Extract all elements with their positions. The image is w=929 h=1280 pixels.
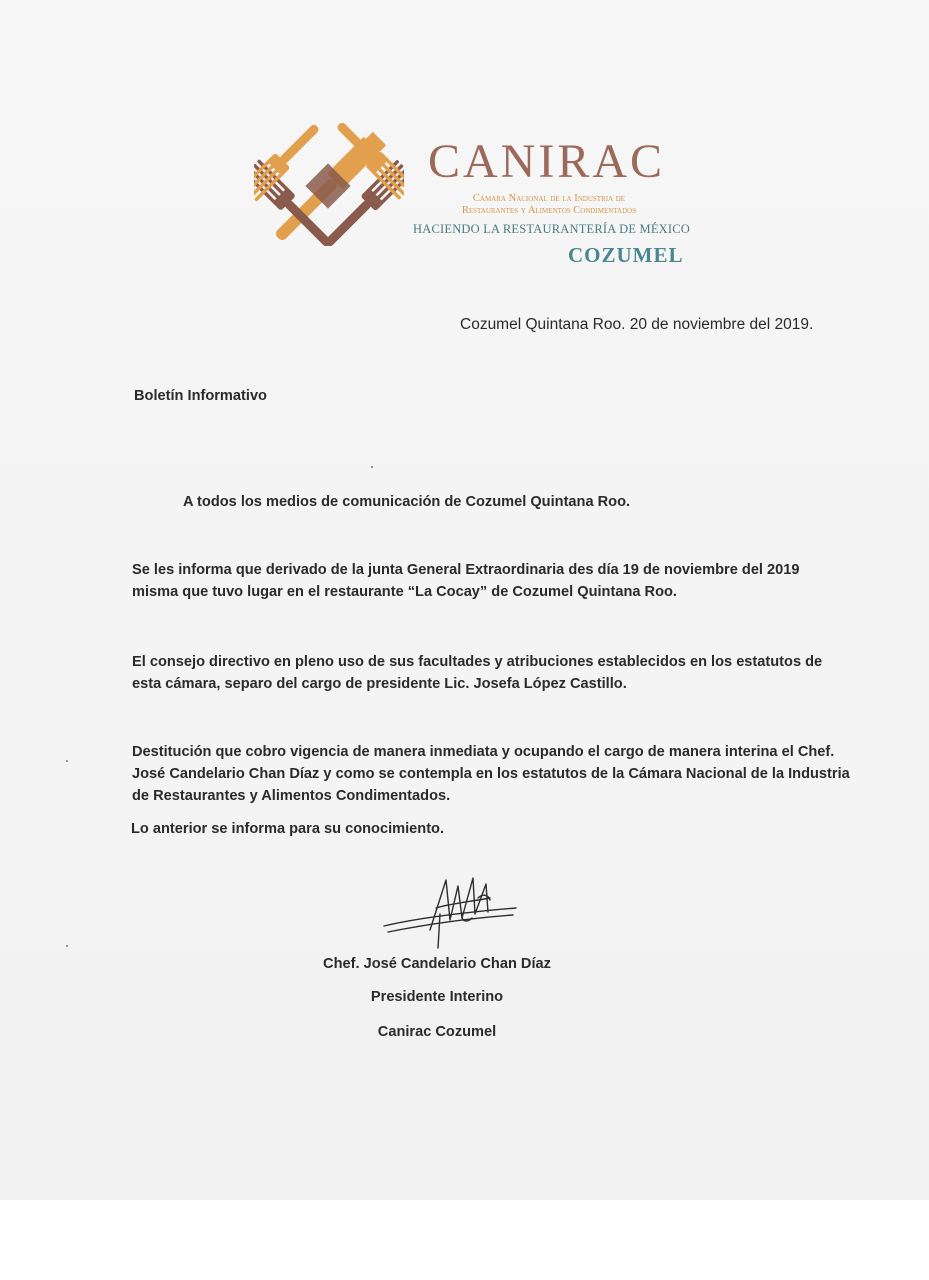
signatory-title: Presidente Interino xyxy=(370,989,504,1005)
handwritten-signature xyxy=(378,868,523,958)
paragraph-2: El consejo directivo en pleno uso de sus facultades y atribuciones establecidos en los estatutos de esta cámara, separo del cargo de presidente Lic. Josefa López Castillo. xyxy=(132,654,823,692)
signatory-name: Chef. José Candelario Chan Díaz xyxy=(323,956,551,972)
brand-subtitle-line-2: Restaurantes y Alimentos Condimentados xyxy=(461,205,637,216)
brand-tagline: HACIENDO LA RESTAURANTERÍA DE MÉXICO xyxy=(413,222,691,236)
page-margin xyxy=(0,1200,929,1280)
crossed-forks-icon xyxy=(254,120,404,255)
dateline: Cozumel Quintana Roo. 20 de noviembre del 2019. xyxy=(460,316,814,333)
paper-speck xyxy=(66,760,68,762)
signatory-organization: Canirac Cozumel xyxy=(377,1024,497,1040)
paper-speck xyxy=(66,945,68,947)
paper-speck xyxy=(371,466,373,468)
paragraph-3: Destitución que cobro vigencia de manera inmediata y ocupando el cargo de manera interina el Chef. José Candelario Chan Díaz y como se contempla en los estatutos de la Cámara Nacional de la Industria de Restaurantes y Alimentos Condimentados. xyxy=(132,744,850,804)
closing-line: Lo anterior se informa para su conocimiento. xyxy=(131,821,445,837)
document-heading: Boletín Informativo xyxy=(134,388,267,404)
brand-chapter: COZUMEL xyxy=(568,243,684,267)
brand-subtitle xyxy=(414,193,684,217)
paragraph-1: Se les informa que derivado de la junta General Extraordinaria des día 19 de noviembre del 2019 misma que tuvo lugar en el restaurante “La Cocay” de Cozumel Quintana Roo. xyxy=(132,562,800,600)
brand-subtitle-line-1: Cámara Nacional de la Industria de xyxy=(472,193,626,204)
brand-name: CANIRAC xyxy=(428,135,666,188)
greeting: A todos los medios de comunicación de Cozumel Quintana Roo. xyxy=(183,494,631,510)
